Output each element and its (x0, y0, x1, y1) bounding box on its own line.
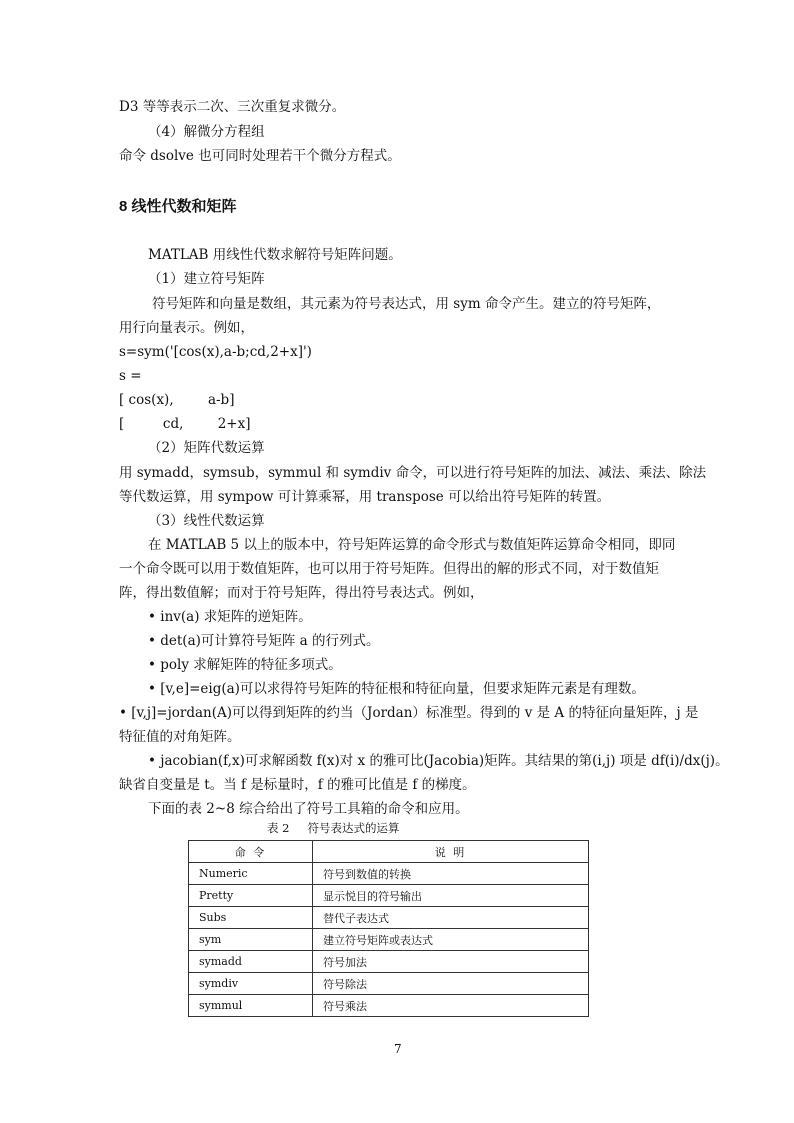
table-title: 符号表达式的运算 (307, 821, 400, 835)
bullet-item: • [v,j]=jordan(A)可以得到矩阵的约当（Jordan）标准型。得到的 v 是 A 的特征向量矩阵，j 是 (119, 705, 699, 721)
cell-description: 显示悦目的符号输出 (313, 885, 589, 907)
cell-command: symadd (189, 951, 313, 973)
text-line: D3 等等表示二次、三次重复求微分。 (119, 99, 346, 115)
bullet-item: • inv(a) 求矩阵的逆矩阵。 (148, 609, 312, 625)
text-line: MATLAB 用线性代数求解符号矩阵问题。 (148, 247, 402, 263)
header-command: 命 令 (189, 841, 313, 863)
text-line: 特征值的对角矩阵。 (119, 729, 241, 745)
cell-command: Pretty (189, 885, 313, 907)
page-number: 7 (394, 1042, 402, 1056)
subsection-heading: （2）矩阵代数运算 (148, 440, 265, 456)
text-line: 下面的表 2~8 综合给出了符号工具箱的命令和应用。 (148, 801, 469, 817)
table-row (189, 863, 589, 885)
section-heading: 8 线性代数和矩阵 (119, 198, 237, 215)
bullet-item: • poly 求解矩阵的特征多项式。 (148, 657, 342, 673)
header-description: 说 明 (313, 841, 589, 863)
cell-command: Numeric (189, 863, 313, 885)
subsection-heading: （3）线性代数运算 (148, 513, 265, 529)
text-line: 在 MATLAB 5 以上的版本中，符号矩阵运算的命令形式与数值矩阵运算命令相同，即同 (148, 537, 676, 553)
cell-command: sym (189, 929, 313, 951)
cell-description: 建立符号矩阵或表达式 (313, 929, 589, 951)
table-row (189, 973, 589, 995)
text-line: 一个命令既可以用于数值矩阵，也可以用于符号矩阵。但得出的解的形式不同，对于数值矩 (119, 561, 659, 577)
text-line: 等代数运算，用 sympow 可计算乘幂，用 transpose 可以给出符号矩阵的转置。 (119, 489, 611, 505)
text-line: 用行向量表示。例如， (119, 320, 254, 336)
cell-description: 符号到数值的转换 (313, 863, 589, 885)
cell-description: 符号除法 (313, 973, 589, 995)
cell-command: symmul (189, 995, 313, 1017)
cell-command: symdiv (189, 973, 313, 995)
cell-description: 替代子表达式 (313, 907, 589, 929)
table-row (189, 907, 589, 929)
text-line: 缺省自变量是 t。当 f 是标量时，f 的雅可比值是 f 的梯度。 (119, 777, 476, 793)
code-line: [ cd, 2+x] (119, 416, 251, 432)
bullet-item: • det(a)可计算符号矩阵 a 的行列式。 (148, 633, 380, 649)
bullet-item: • jacobian(f,x)可求解函数 f(x)对 x 的雅可比(Jacobia)矩阵。其结果的第(i,j) 项是 df(i)/dx(j)。 (148, 753, 729, 769)
table-row (189, 995, 589, 1017)
text-line: 符号矩阵和向量是数组，其元素为符号表达式，用 sym 命令产生。建立的符号矩阵， (152, 296, 661, 312)
subsection-heading: （4）解微分方程组 (148, 124, 265, 140)
table-row (189, 885, 589, 907)
text-line: 阵，得出数值解；而对于符号矩阵，得出符号表达式。例如， (119, 585, 484, 601)
cell-command: Subs (189, 907, 313, 929)
text-line: 用 symadd，symsub，symmul 和 symdiv 命令，可以进行符号矩阵的加法、减法、乘法、除法 (119, 465, 707, 481)
table-row (189, 929, 589, 951)
code-line: s = (119, 368, 142, 384)
cell-description: 符号乘法 (313, 995, 589, 1017)
table-number: 表 2 (267, 821, 290, 835)
table-row (189, 951, 589, 973)
command-table (188, 840, 589, 1017)
table-caption (267, 820, 399, 836)
table-header-row (189, 841, 589, 863)
bullet-item: • [v,e]=eig(a)可以求得符号矩阵的特征根和特征向量，但要求矩阵元素是有理数。 (148, 681, 645, 697)
subsection-heading: （1）建立符号矩阵 (148, 271, 265, 287)
cell-description: 符号加法 (313, 951, 589, 973)
text-line: 命令 dsolve 也可同时处理若干个微分方程式。 (119, 148, 401, 164)
code-line: s=sym('[cos(x),a-b;cd,2+x]') (119, 344, 312, 360)
code-line: [ cos(x), a-b] (119, 392, 235, 408)
